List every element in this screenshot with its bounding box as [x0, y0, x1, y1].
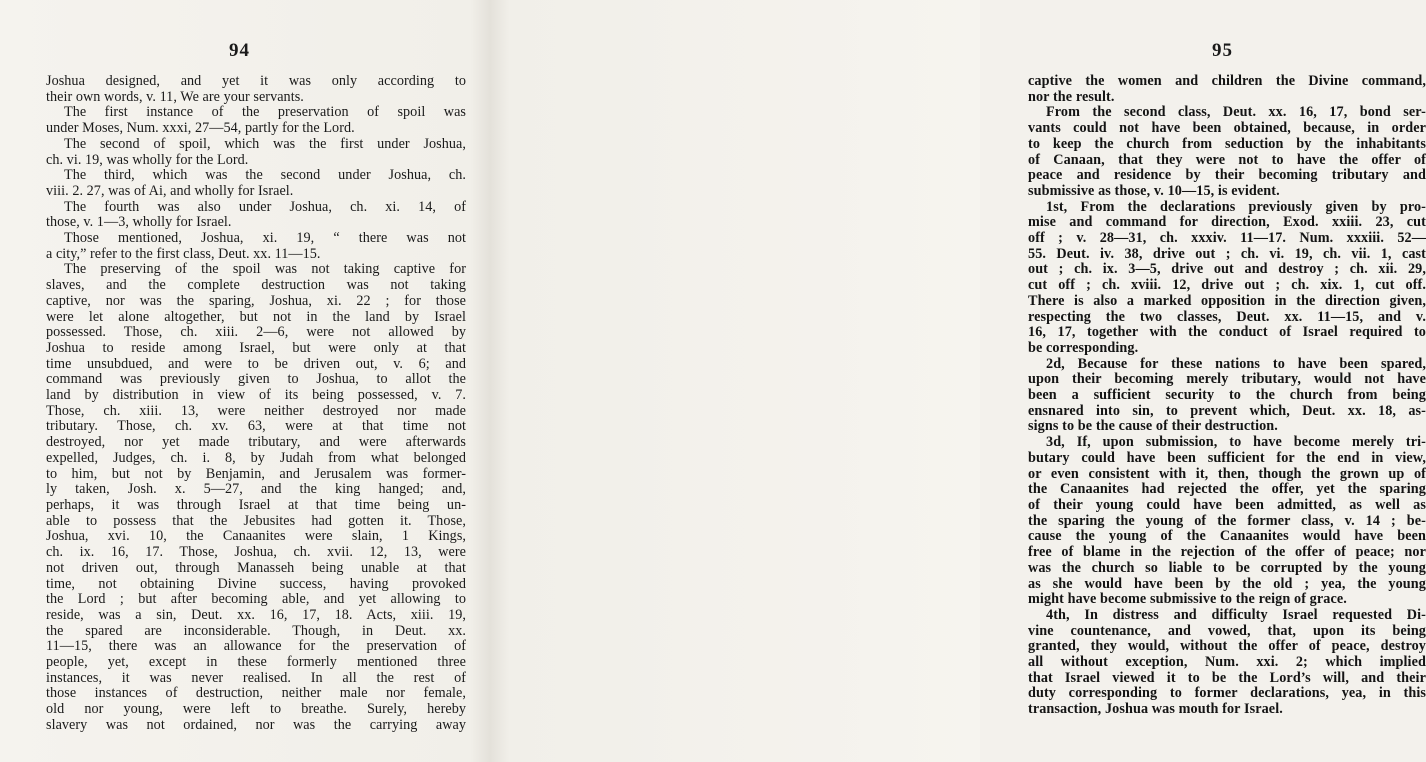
text-line: been a sufficient security to the church from being: [1028, 387, 1426, 404]
text-line: be corresponding.: [1028, 339, 1139, 356]
right-page: [490, 0, 1426, 762]
page-number: 95: [1212, 40, 1233, 61]
text-line: slavery was not ordained, nor was the carrying away: [46, 716, 466, 733]
text-line: captive, nor was the sparing, Joshua, xi. 22 ; for those: [46, 292, 466, 309]
text-line: There is also a marked opposition in the direction given,: [1028, 292, 1426, 309]
text-line: From the second class, Deut. xx. 16, 17, bond ser-: [1046, 104, 1426, 121]
text-line: 16, 17, together with the conduct of Israel required to: [1028, 324, 1426, 341]
text-line: all without exception, Num. xxi. 2; which implied: [1028, 654, 1426, 671]
text-line: granted, they would, without the offer of peace, destroy: [1028, 638, 1426, 655]
text-line: respecting the two classes, Deut. xx. 11—15, and v.: [1028, 308, 1426, 325]
text-line: 55. Deut. iv. 38, drive out ; ch. vi. 19, ch. vii. 1, cast: [1028, 245, 1426, 262]
text-line: instances, it was never realised. In all the rest of: [46, 669, 466, 686]
text-line: cut off ; ch. xviii. 12, drive out ; ch. xix. 1, cut off.: [1028, 277, 1426, 294]
text-line: ensnared into sin, to prevent which, Deut. xx. 18, as-: [1028, 402, 1426, 419]
text-line: vine countenance, and vowed, that, upon its being: [1028, 622, 1426, 639]
text-line: nor the result.: [1028, 88, 1115, 105]
text-line: were let alone altogether, but not in the land by Israel: [46, 308, 466, 325]
text-line: their own words, v. 11, We are your servants.: [46, 88, 304, 105]
text-line: under Moses, Num. xxxi, 27—54, partly for the Lord.: [46, 120, 355, 137]
text-line: might have become submissive to the reign of grace.: [1028, 591, 1347, 608]
text-line: the spared are inconsiderable. Though, in Deut. xx.: [46, 622, 466, 639]
text-line: land by distribution in view of its being possessed, v. 7.: [46, 387, 466, 404]
text-line: destroyed, nor yet made tributary, and were afterwards: [46, 434, 466, 451]
text-line: of Canaan, that they were not to have the offer of: [1028, 151, 1426, 168]
text-line: those, v. 1—3, wholly for Israel.: [46, 214, 232, 231]
text-line: to him, but not by Benjamin, and Jerusalem was former-: [46, 465, 466, 482]
text-line: signs to be the cause of their destruction.: [1028, 418, 1278, 435]
text-line: The first instance of the preservation of spoil was: [64, 104, 466, 121]
text-line: ch. ix. 16, 17. Those, Joshua, ch. xvii. 12, 13, were: [46, 544, 466, 561]
text-line: Joshua to reside among Israel, but were only at that: [46, 339, 466, 356]
text-line: those instances of destruction, neither male nor female,: [46, 685, 466, 702]
text-line: possessed. Those, ch. xiii. 2—6, were not allowed by: [46, 324, 466, 341]
text-line: off ; v. 28—31, ch. xxxiv. 11—17. Num. xxxiii. 52—: [1028, 230, 1426, 247]
text-line: 3d, If, upon submission, to have become merely tri-: [1046, 434, 1426, 451]
text-line: free of blame in the rejection of the offer of peace; nor: [1028, 544, 1426, 561]
text-line: old nor young, were left to breathe. Surely, hereby: [46, 701, 466, 718]
text-line: The third, which was the second under Joshua, ch.: [64, 167, 466, 184]
text-line: to keep the church from seduction by the inhabitants: [1028, 135, 1426, 152]
text-line: vants could not have been obtained, because, in order: [1028, 120, 1426, 137]
text-line: Joshua designed, and yet it was only according to: [46, 73, 466, 89]
text-line: command was previously given to Joshua, to allot the: [46, 371, 466, 388]
text-line: submissive as those, v. 10—15, is evident.: [1028, 182, 1280, 199]
text-line: as she would have been by the old ; yea, the young: [1028, 575, 1426, 592]
left-page: [0, 0, 490, 762]
text-line: The fourth was also under Joshua, ch. xi. 14, of: [64, 198, 466, 215]
page-number: 94: [229, 40, 250, 61]
text-line: of their young could have been admitted, as well as: [1028, 496, 1426, 513]
text-line: 11—15, there was an allowance for the preservation of: [46, 638, 466, 655]
text-line: duty corresponding to former declarations, yea, in this: [1028, 685, 1426, 702]
text-line: that Israel viewed it to be the Lord’s will, and their: [1028, 669, 1426, 686]
text-line: the Lord ; but after becoming able, and yet allowing to: [46, 591, 466, 608]
text-line: was the church so liable to be corrupted by the young: [1028, 559, 1426, 576]
right-page-text: [1028, 74, 1426, 718]
text-line: 4th, In distress and difficulty Israel requested Di-: [1046, 606, 1426, 623]
text-line: Those mentioned, Joshua, xi. 19, “ there was not: [64, 230, 466, 247]
text-line: or even consistent with it, then, though the grown up of: [1028, 465, 1426, 482]
text-line: transaction, Joshua was mouth for Israel.: [1028, 701, 1283, 718]
text-line: Joshua, xvi. 10, the Canaanites were slain, 1 Kings,: [46, 528, 466, 545]
text-line: viii. 2. 27, was of Ai, and wholly for Israel.: [46, 182, 294, 199]
text-line: The preserving of the spoil was not taking captive for: [64, 261, 466, 278]
text-line: 1st, From the declarations previously given by pro-: [1046, 198, 1426, 215]
text-line: out ; ch. ix. 3—5, drive out and destroy ; ch. xii. 29,: [1028, 261, 1426, 278]
text-line: mise and command for direction, Exod. xxiii. 23, cut: [1028, 214, 1426, 231]
text-line: Those, ch. xiii. 13, were neither destroyed nor made: [46, 402, 466, 419]
text-line: reside, was a sin, Deut. xx. 16, 17, 18. Acts, xiii. 19,: [46, 606, 466, 623]
text-line: a city,” refer to the first class, Deut. xx. 11—15.: [46, 245, 321, 262]
text-line: expelled, Judges, ch. i. 8, by Judah from what belonged: [46, 449, 466, 466]
text-line: ly taken, Josh. x. 5—27, and the king hanged; and,: [46, 481, 466, 498]
text-line: perhaps, it was through Israel at that time being un-: [46, 496, 466, 513]
text-line: ch. vi. 19, was wholly for the Lord.: [46, 151, 249, 168]
text-line: not driven out, through Manasseh being unable at that: [46, 559, 466, 576]
text-line: peace and residence by their becoming tributary and: [1028, 167, 1426, 184]
text-line: slaves, and the complete destruction was not taking: [46, 277, 466, 294]
text-line: captive the women and children the Divine command,: [1028, 73, 1426, 89]
text-line: time, not obtaining Divine success, having provoked: [46, 575, 466, 592]
text-line: able to possess that the Jebusites had gotten it. Those,: [46, 512, 466, 529]
left-page-text: [46, 74, 466, 734]
text-line: time unsubdued, and were to be driven out, v. 6; and: [46, 355, 466, 372]
text-line: upon their becoming merely tributary, would not have: [1028, 371, 1426, 388]
text-line: the sparing the young of the former class, v. 14 ; be-: [1028, 512, 1426, 529]
text-line: butary could have been sufficient for the end in view,: [1028, 449, 1426, 466]
text-line: 2d, Because for these nations to have been spared,: [1046, 355, 1426, 372]
text-line: The second of spoil, which was the first under Joshua,: [64, 135, 466, 152]
text-line: cause the young of the Canaanites would have been: [1028, 528, 1426, 545]
text-line: tributary. Those, ch. xv. 63, were at that time not: [46, 418, 466, 435]
text-line: the Canaanites had rejected the offer, yet the sparing: [1028, 481, 1426, 498]
text-line: people, yet, except in these formerly mentioned three: [46, 654, 466, 671]
